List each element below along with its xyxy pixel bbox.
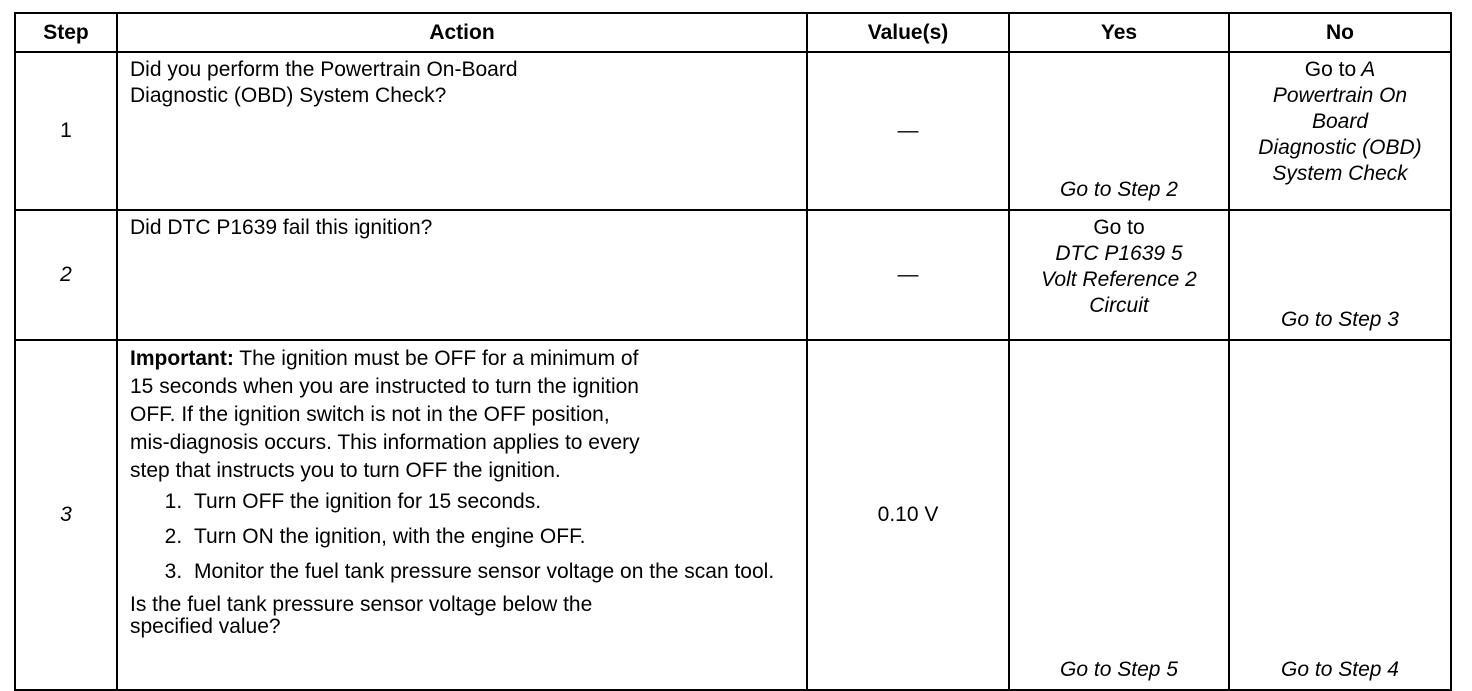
value-cell <box>807 210 1009 340</box>
header-row <box>15 13 1451 52</box>
question-text: Is the fuel tank pressure sensor voltage below the specified value? <box>130 593 593 638</box>
action-line: Did you perform the Powertrain On-Board <box>130 58 518 81</box>
action-text: Did DTC P1639 fail this ignition? <box>130 216 433 239</box>
action-cell <box>117 52 807 210</box>
header-action: Action <box>117 13 807 52</box>
no-link[interactable]: Diagnostic (OBD) <box>1258 136 1422 159</box>
important-text: mis-diagnosis occurs. This information applies to every <box>130 431 640 454</box>
header-values: Value(s) <box>807 13 1009 52</box>
yes-prefix: Go to <box>1093 216 1145 239</box>
no-link[interactable]: Powertrain On <box>1272 84 1408 107</box>
action-cell <box>117 210 807 340</box>
procedure-step: 3. Monitor the fuel tank pressure sensor voltage on the scan tool. <box>188 559 796 585</box>
no-cell[interactable] <box>1229 52 1451 210</box>
no-link[interactable]: Go to Step 3 <box>1281 308 1399 331</box>
action-text <box>130 57 796 109</box>
step-number: 2 <box>15 210 117 340</box>
step-number: 3 <box>15 340 117 690</box>
no-link[interactable]: A <box>1361 58 1376 81</box>
yes-cell[interactable] <box>1009 340 1229 690</box>
action-cell <box>117 340 807 690</box>
no-link[interactable]: Go to Step 4 <box>1281 658 1399 681</box>
important-note <box>130 345 796 485</box>
table-row <box>15 210 1451 340</box>
no-link[interactable]: Board <box>1311 110 1369 133</box>
table-row <box>15 340 1451 690</box>
important-text: step that instructs you to turn OFF the ignition. <box>130 459 561 482</box>
header-yes: Yes <box>1009 13 1229 52</box>
value-dash: — <box>897 119 919 142</box>
yes-link[interactable]: Go to Step 2 <box>1060 178 1178 201</box>
important-text: OFF. If the ignition switch is not in the OFF position, <box>130 403 610 426</box>
yes-cell[interactable] <box>1009 52 1229 210</box>
procedure-list <box>130 489 796 585</box>
value-cell <box>807 340 1009 690</box>
value-dash: — <box>897 263 919 286</box>
no-prefix: Go to <box>1304 58 1357 81</box>
value-cell <box>807 52 1009 210</box>
procedure-step: 2. Turn ON the ignition, with the engine OFF. <box>188 524 796 550</box>
yes-cell[interactable] <box>1009 210 1229 340</box>
action-line: Diagnostic (OBD) System Check? <box>130 84 447 107</box>
yes-link[interactable]: Circuit <box>1089 294 1149 317</box>
header-step: Step <box>15 13 117 52</box>
yes-link[interactable]: DTC P1639 5 <box>1055 242 1183 265</box>
header-no: No <box>1229 13 1451 52</box>
no-cell[interactable] <box>1229 210 1451 340</box>
yes-link[interactable]: Volt Reference 2 <box>1041 268 1197 291</box>
important-text: The ignition must be OFF for a minimum of <box>233 347 639 370</box>
step-number: 1 <box>15 52 117 210</box>
procedure-step: 1. Turn OFF the ignition for 15 seconds. <box>188 489 796 515</box>
important-text: 15 seconds when you are instructed to turn the ignition <box>130 375 639 398</box>
diagnostic-table <box>14 12 1452 691</box>
table-row <box>15 52 1451 210</box>
yes-link[interactable]: Go to Step 5 <box>1060 658 1178 681</box>
value-voltage: 0.10 V <box>877 503 939 526</box>
no-link[interactable]: System Check <box>1272 162 1408 185</box>
important-label: Important: <box>130 347 234 370</box>
no-cell[interactable] <box>1229 340 1451 690</box>
